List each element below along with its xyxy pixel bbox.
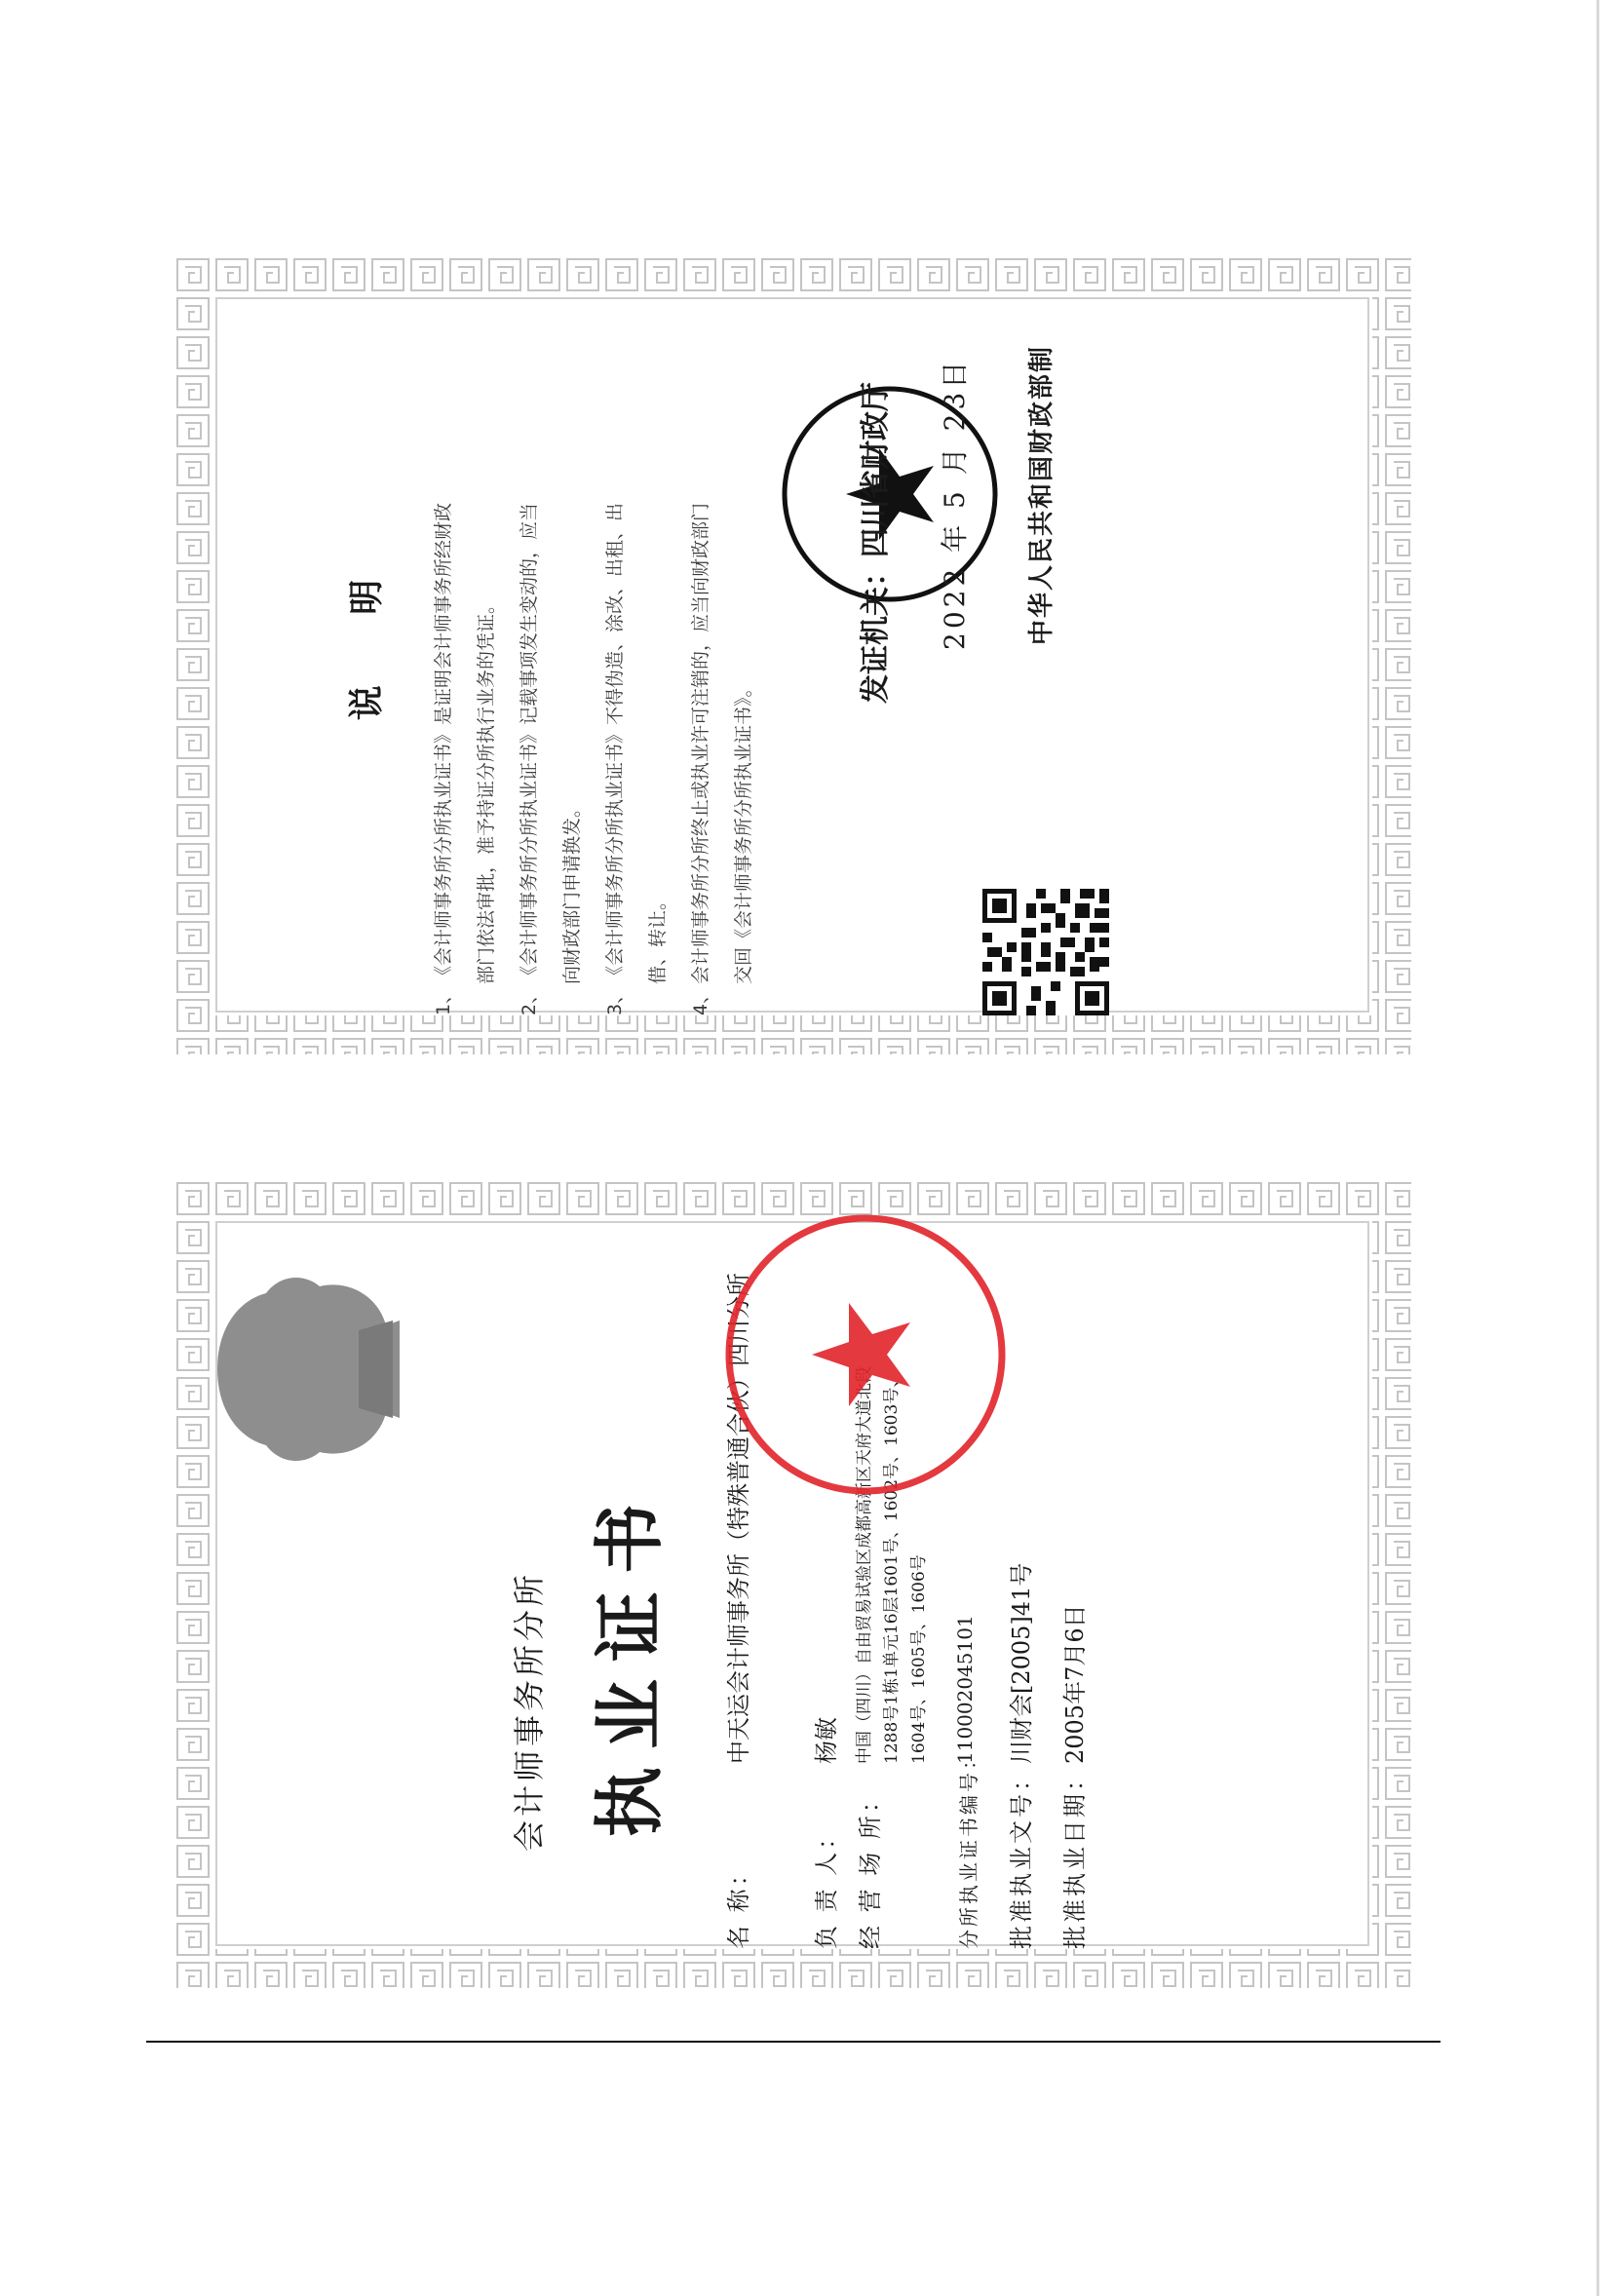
qr-code-icon <box>982 889 1109 1015</box>
note-number: 2、 <box>519 984 540 1015</box>
field-approval-document <box>1002 1563 1036 1949</box>
note-text: 会计师事务所分所终止或执业许可注销的，应当向财政部门交回《会计师事务所分所执业证书》。 <box>690 502 754 984</box>
note-item <box>422 489 508 1015</box>
scan-edge <box>1596 0 1599 2296</box>
field-label: 经 营 场 所： <box>857 1786 884 1949</box>
issuer-label: 发证机关： <box>859 557 893 704</box>
field-value: 2005年7月6日 <box>1061 1604 1089 1764</box>
notes-list <box>422 489 765 1015</box>
field-label: 负 责 人： <box>813 1822 840 1949</box>
field-value: 中国（四川）自由贸易试验区成都高新区天府大道北段1288号1栋1单元16层1601号、1602号、1603号、1604号、1605号、1606号 <box>855 1366 929 1764</box>
note-item <box>594 489 679 1015</box>
issue-date: 2022 年 5 月 23日 <box>939 357 971 650</box>
field-responsible-person <box>807 1717 841 1949</box>
issuing-authority <box>851 382 894 704</box>
note-item <box>508 489 594 1015</box>
certificate-title: 执业证书 <box>588 1485 671 1837</box>
field-value: 中天运会计师事务所（特殊普通合伙）四川分所 <box>725 1273 752 1764</box>
ministry-footer: 中华人民共和国财政部制 <box>1027 344 1057 645</box>
note-text: 《会计师事务所分所执业证书》是证明会计师事务所经财政部门依法审批，准予持证分所执行业务的凭证。 <box>433 502 497 984</box>
note-number: 3、 <box>604 984 626 1015</box>
field-approval-date <box>1056 1604 1090 1949</box>
certificate-panel <box>173 1179 1411 1988</box>
field-label: 批准执业文号： <box>1008 1765 1035 1949</box>
certificate-subtitle: 会计师事务所分所 <box>511 1570 548 1852</box>
page-divider-line <box>146 2041 1441 2043</box>
field-value: 杨敏 <box>813 1717 840 1764</box>
note-number: 1、 <box>433 984 454 1015</box>
issuer-name: 四川省财政厅 <box>859 382 893 557</box>
field-label: 分所执业证书编号： <box>957 1747 980 1949</box>
note-item <box>679 489 765 1015</box>
explanation-panel <box>173 255 1411 1054</box>
note-number: 4、 <box>690 984 711 1015</box>
firm-red-seal-icon <box>719 1208 1012 1501</box>
explanation-title: 说 明 <box>346 550 387 721</box>
field-certificate-number <box>953 1615 981 1949</box>
field-label: 批准执业日期： <box>1061 1765 1089 1949</box>
field-value: 110002045101 <box>953 1615 977 1764</box>
field-value: 川财会[2005]41号 <box>1008 1562 1035 1764</box>
note-text: 《会计师事务所分所执业证书》不得伪造、涂改、出租、出借、转让。 <box>604 502 669 984</box>
note-text: 《会计师事务所分所执业证书》记载事项发生变动的，应当向财政部门申请换发。 <box>519 502 583 984</box>
national-emblem-icon <box>212 1272 403 1467</box>
field-label: 名 称： <box>725 1859 752 1949</box>
